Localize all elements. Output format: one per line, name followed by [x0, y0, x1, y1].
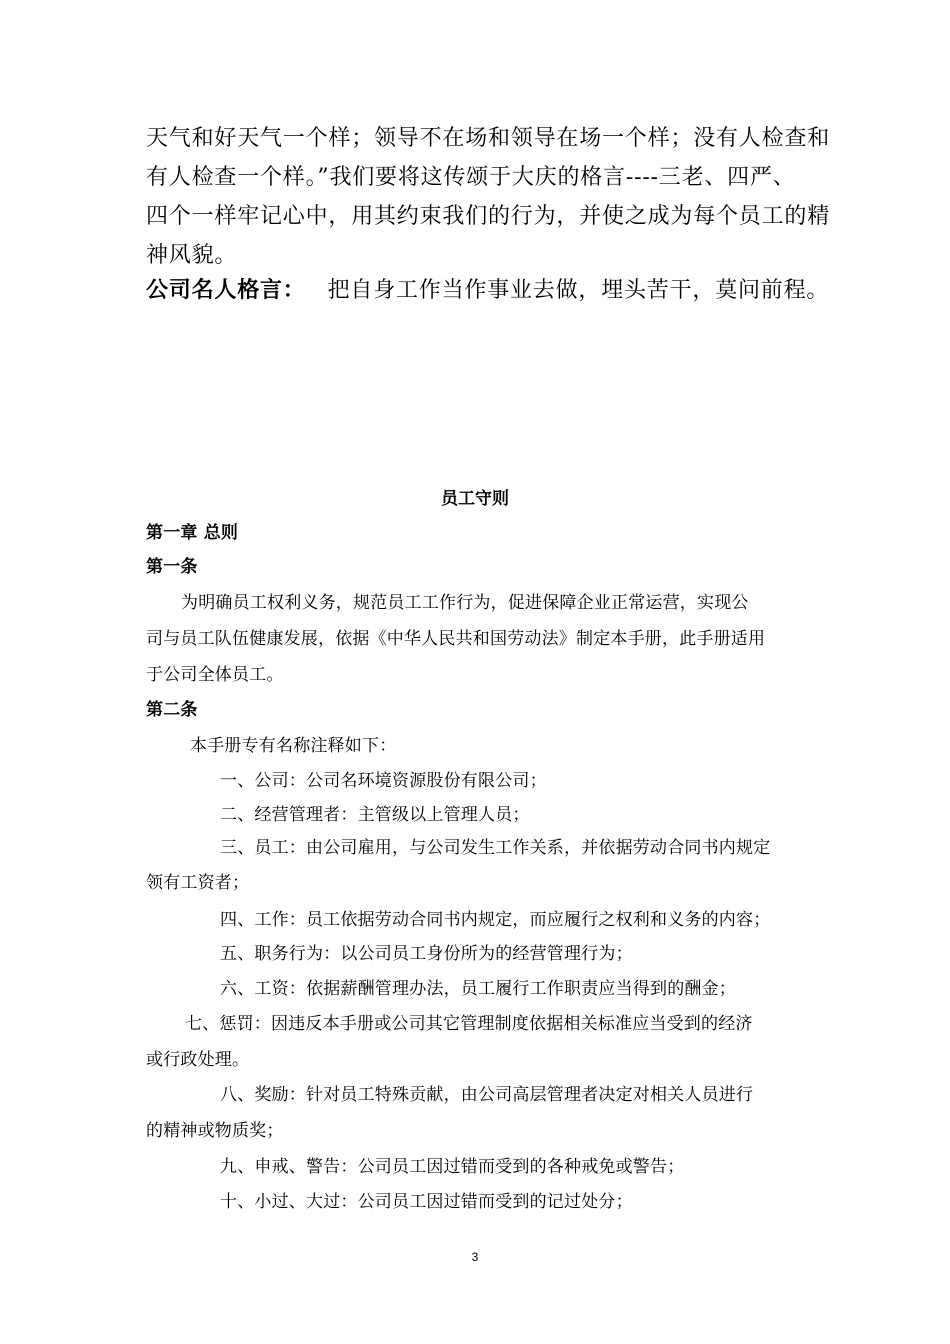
article-2-heading: 第二条	[146, 700, 198, 720]
definition-item: 一、公司：公司名环境资源股份有限公司；	[220, 771, 547, 791]
motto-line	[146, 273, 829, 304]
definition-item: 三、员工：由公司雇用，与公司发生工作关系，并依据劳动合同书内规定	[220, 838, 771, 858]
article-1-line-3: 于公司全体员工。	[146, 665, 284, 685]
definition-item-continuation: 的精神或物质奖；	[146, 1121, 284, 1141]
intro-line-3: 四个一样牢记心中，用其约束我们的行为，并使之成为每个员工的精	[146, 204, 831, 229]
definition-item: 十、小过、大过：公司员工因过错而受到的记过处分；	[220, 1192, 633, 1212]
article-2-intro: 本手册专有名称注释如下：	[190, 736, 397, 756]
article-1-heading: 第一条	[146, 557, 198, 577]
chapter-heading: 第一章 总则	[146, 523, 239, 543]
definition-item-continuation: 领有工资者；	[146, 873, 250, 893]
intro-line-1: 天气和好天气一个样；领导不在场和领导在场一个样；没有人检查和	[146, 126, 831, 151]
definition-item: 六、工资：依据薪酬管理办法，员工履行工作职责应当得到的酬金；	[220, 979, 736, 999]
intro-line-2: 有人检查一个样。”我们要将这传颂于大庆的格言----三老、四严、	[146, 165, 796, 190]
definition-item: 八、奖励：针对员工特殊贡献，由公司高层管理者决定对相关人员进行	[220, 1085, 754, 1105]
intro-line-4: 神风貌。	[146, 243, 238, 268]
definition-item: 四、工作：员工依据劳动合同书内规定，而应履行之权利和义务的内容；	[220, 910, 771, 930]
definition-item: 五、职务行为：以公司员工身份所为的经营管理行为；	[220, 944, 633, 964]
definition-item: 二、经营管理者：主管级以上管理人员；	[220, 805, 530, 825]
rules-title: 员工守则	[441, 489, 509, 509]
motto-text: 把自身工作当作事业去做，埋头苦干，莫问前程。	[327, 278, 830, 303]
article-1-line-1: 为明确员工权利义务，规范员工工作行为，促进保障企业正常运营，实现公	[181, 593, 749, 613]
definition-item-continuation: 或行政处理。	[146, 1050, 250, 1070]
motto-label: 公司名人格言：	[146, 278, 306, 303]
article-1-line-2: 司与员工队伍健康发展，依据《中华人民共和国劳动法》制定本手册，此手册适用	[146, 629, 766, 649]
page-number: 3	[471, 1250, 479, 1264]
definition-item: 九、申戒、警告：公司员工因过错而受到的各种戒免或警告；	[220, 1157, 685, 1177]
definition-item: 七、惩罚：因违反本手册或公司其它管理制度依据相关标准应当受到的经济	[185, 1014, 753, 1034]
